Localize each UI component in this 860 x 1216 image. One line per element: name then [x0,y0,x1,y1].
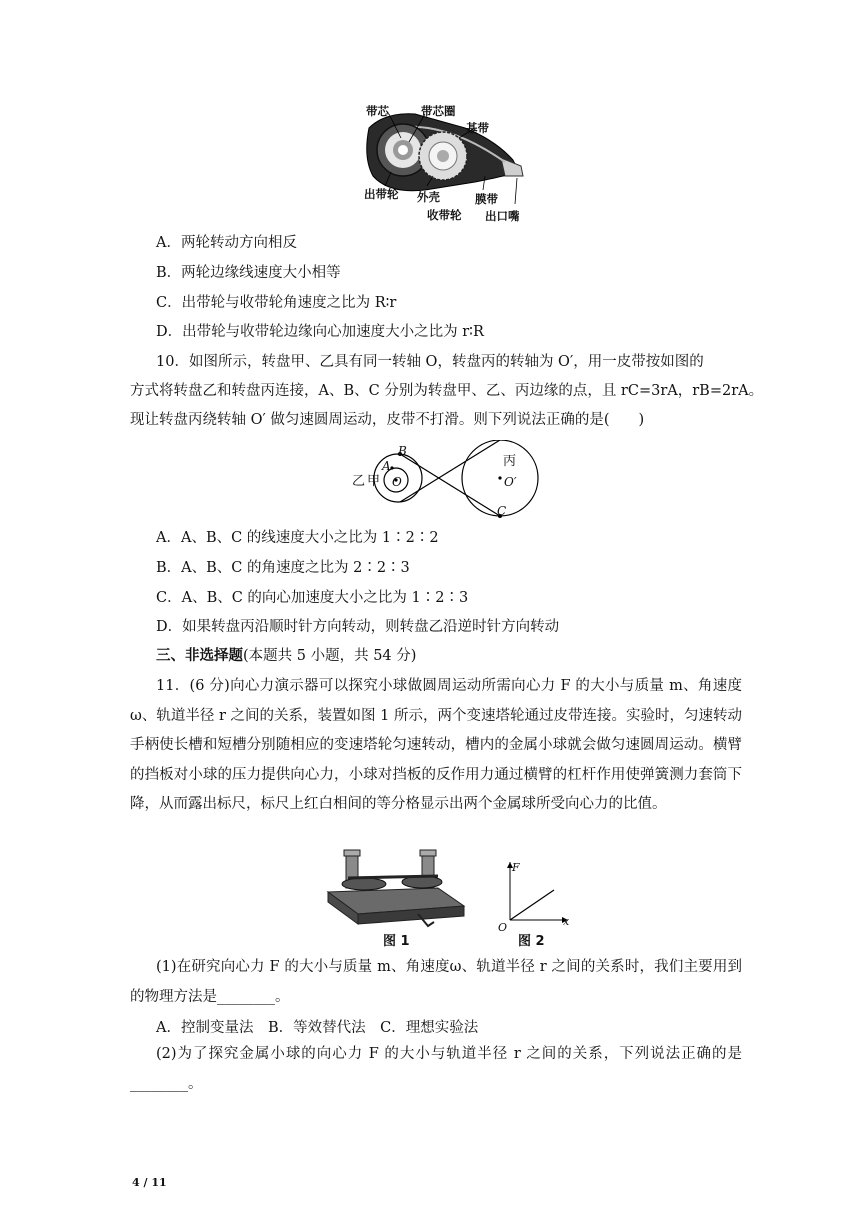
q11-sub1-options: A．控制变量法 B．等效替代法 C．理想实验法 [156,1020,479,1036]
q11-sub2: (2)为了探究金属小球的向心力 F 的大小与轨道半径 r 之间的关系，下列说法正确的是________。 [130,1046,742,1092]
q9-option-c: C．出带轮与收带轮角速度之比为 R∶r [156,295,397,311]
fig2-origin-label: O [498,921,508,934]
section-heading [156,646,416,666]
fx-graph-figure [496,858,572,928]
label-shell: 外壳 [417,190,440,204]
page-number: 4 / 11 [132,1176,167,1189]
centripetal-apparatus-figure [318,848,468,932]
label-nozzle: 出口嘴 [485,209,520,223]
label-core-ring: 带芯圈 [421,104,456,118]
label-axis-o: O [392,475,402,489]
q10-option-c: C．A、B、C 的向心加速度大小之比为 1∶2∶3 [156,590,469,606]
label-axis-o-prime: O′ [504,475,517,489]
fig2-x-label: x [563,915,570,928]
q10-option-b: B．A、B、C 的角速度之比为 2∶2∶3 [156,560,410,576]
label-point-b: B [398,444,407,458]
label-core: 带芯 [366,104,389,118]
label-point-c: C [497,504,507,518]
fig1-caption: 图 1 [383,934,410,949]
q10-option-d: D．如果转盘丙沿顺时针方向转动，则转盘乙沿逆时针方向转动 [156,619,560,635]
label-take-wheel: 收带轮 [427,208,462,222]
q11-sub1: (1)在研究向心力 F 的大小与质量 m、角速度ω、轨道半径 r 之间的关系时，我们主要用到的物理方法是________。 [130,959,742,1005]
q9-option-d: D．出带轮与收带轮边缘向心加速度大小之比为 r∶R [156,324,484,340]
label-out-wheel: 出带轮 [364,187,399,201]
label-bing: 丙 [503,454,517,469]
label-film-tape: 膜带 [475,192,498,206]
section-note: (本题共 5 小题，共 54 分) [243,648,417,664]
q11-paragraph: 11．(6 分)向心力演示器可以探究小球做圆周运动所需向心力 F 的大小与质量 m、角速度 ω、轨道半径 r 之间的关系，装置如图 1 所示，两个变速塔轮通过皮带连接。实验时，匀速转动手柄使长槽和短槽分别随相应的变速塔轮匀速转动，槽内的金属小球就会做匀速圆周运动。横臂的挡板对小球的压力提供向心力，小球对挡板的反作用力通过横臂的杠杆作用使弹簧测力套筒下降，从而露出标尺，标尺上红白相间的等分格显示出两个金属球所受向心力的比值。 [130,678,742,812]
fig2-y-label: F [512,861,520,874]
label-jia: 甲 [367,474,381,489]
label-base-tape: 基带 [466,121,489,135]
q9-option-b: B．两轮边缘线速度大小相等 [156,265,341,281]
q10-option-a: A．A、B、C 的线速度大小之比为 1∶2∶2 [156,530,439,546]
label-yi: 乙 [352,474,366,489]
q10-stem-line-2: 方式将转盘乙和转盘丙连接，A、B、C 分别为转盘甲、乙、丙边缘的点，且 rC=3rA，rB=2rA。 [130,383,764,399]
q10-stem-line-1: 10．如图所示，转盘甲、乙具有同一转轴 O，转盘丙的转轴为 O′，用一皮带按如图的 [156,354,704,370]
label-point-a: A [382,459,391,473]
fig2-caption: 图 2 [518,934,545,949]
q9-option-a: A．两轮转动方向相反 [156,235,297,251]
section-title: 三、非选择题 [156,647,243,664]
q10-stem-line-3: 现让转盘丙绕转轴 O′ 做匀速圆周运动，皮带不打滑。则下列说法正确的是( ) [130,412,645,428]
